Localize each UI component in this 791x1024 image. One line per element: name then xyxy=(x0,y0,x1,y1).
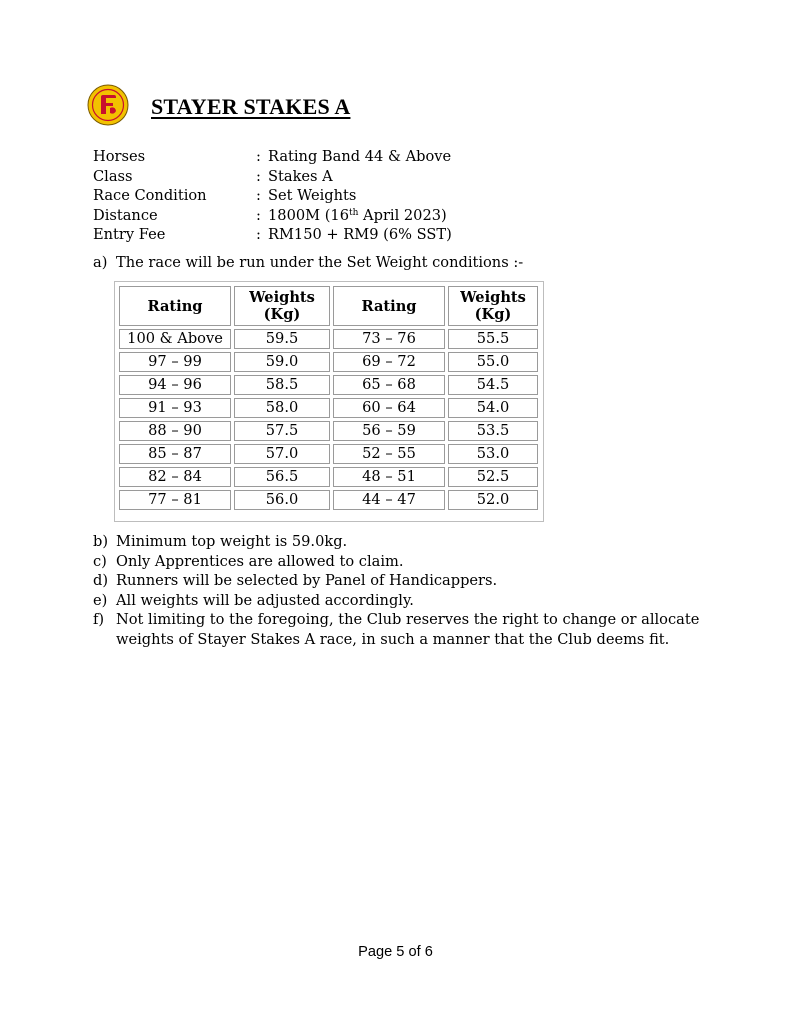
info-colon: : xyxy=(256,226,261,243)
table-cell: 91 – 93 xyxy=(119,398,231,418)
table-cell: 100 & Above xyxy=(119,329,231,349)
info-value: Stakes A xyxy=(268,167,333,185)
info-colon: : xyxy=(256,187,261,204)
info-value: RM150 + RM9 (6% SST) xyxy=(268,226,452,243)
info-value: Set Weights xyxy=(268,187,357,204)
list-text: weights of Stayer Stakes A race, in such a manner that the Club deems fit. xyxy=(116,630,670,648)
table-row xyxy=(119,375,538,395)
table-cell: 85 – 87 xyxy=(119,444,231,464)
table-row xyxy=(119,421,538,441)
page-title: STAYER STAKES A xyxy=(151,94,351,119)
set-weight-table xyxy=(114,281,544,522)
distance-suffix: April 2023) xyxy=(358,206,447,224)
table-cell: 65 – 68 xyxy=(333,375,445,395)
info-value xyxy=(268,207,447,224)
header-rating: Rating xyxy=(333,286,445,326)
weights-table xyxy=(116,283,541,513)
list-item xyxy=(93,591,699,611)
distance-prefix: 1800M (16 xyxy=(268,206,349,224)
list-text: The race will be run under the Set Weight conditions :- xyxy=(116,254,524,271)
table-cell: 56 – 59 xyxy=(333,421,445,441)
list-item xyxy=(93,552,699,572)
list-item xyxy=(93,610,699,649)
table-cell: 88 – 90 xyxy=(119,421,231,441)
table-cell: 73 – 76 xyxy=(333,329,445,349)
list-text: Only Apprentices are allowed to claim. xyxy=(116,552,404,570)
table-cell: 55.5 xyxy=(448,329,538,349)
table-cell: 82 – 84 xyxy=(119,467,231,487)
table-cell: 54.0 xyxy=(448,398,538,418)
table-cell: 55.0 xyxy=(448,352,538,372)
list-text: All weights will be adjusted accordingly. xyxy=(116,591,414,609)
table-row xyxy=(119,329,538,349)
table-header-row xyxy=(119,286,538,326)
club-logo xyxy=(87,84,129,126)
header-weights: Weights (Kg) xyxy=(234,286,330,326)
info-value: Rating Band 44 & Above xyxy=(268,148,452,165)
list-marker: d) xyxy=(93,572,109,589)
page-number: Page 5 of 6 xyxy=(358,944,433,960)
table-cell: 56.0 xyxy=(234,490,330,510)
table-cell: 58.0 xyxy=(234,398,330,418)
info-colon: : xyxy=(256,167,261,185)
info-colon: : xyxy=(256,148,261,165)
table-row xyxy=(119,398,538,418)
table-cell: 94 – 96 xyxy=(119,375,231,395)
table-row xyxy=(119,490,538,510)
table-cell: 52.0 xyxy=(448,490,538,510)
table-cell: 52.5 xyxy=(448,467,538,487)
table-row xyxy=(119,467,538,487)
table-cell: 97 – 99 xyxy=(119,352,231,372)
table-cell: 69 – 72 xyxy=(333,352,445,372)
list-marker: e) xyxy=(93,591,108,609)
list-text: Runners will be selected by Panel of Handicappers. xyxy=(116,572,498,589)
info-colon: : xyxy=(256,206,261,224)
table-cell: 56.5 xyxy=(234,467,330,487)
table-cell: 57.0 xyxy=(234,444,330,464)
list-text: Not limiting to the foregoing, the Club reserves the right to change or allocate xyxy=(116,611,700,628)
date-ordinal: th xyxy=(349,207,359,218)
table-cell: 44 – 47 xyxy=(333,490,445,510)
table-cell: 59.0 xyxy=(234,352,330,372)
info-label: Entry Fee xyxy=(93,226,166,243)
table-cell: 57.5 xyxy=(234,421,330,441)
list-item xyxy=(93,532,699,552)
conditions-list xyxy=(93,532,699,649)
table-cell: 60 – 64 xyxy=(333,398,445,418)
header-rating: Rating xyxy=(119,286,231,326)
table-row xyxy=(119,444,538,464)
list-item xyxy=(93,571,699,591)
table-cell: 77 – 81 xyxy=(119,490,231,510)
table-cell: 54.5 xyxy=(448,375,538,395)
table-cell: 53.0 xyxy=(448,444,538,464)
list-item-a xyxy=(93,254,523,271)
table-cell: 58.5 xyxy=(234,375,330,395)
table-body xyxy=(119,329,538,510)
info-label: Horses xyxy=(93,148,146,165)
table-cell: 48 – 51 xyxy=(333,467,445,487)
table-cell: 59.5 xyxy=(234,329,330,349)
info-label: Distance xyxy=(93,206,158,224)
list-marker: c) xyxy=(93,552,107,570)
list-marker: f) xyxy=(93,611,105,628)
info-label: Class xyxy=(93,167,133,185)
list-text: Minimum top weight is 59.0kg. xyxy=(116,533,348,550)
info-label: Race Condition xyxy=(93,187,207,204)
list-marker: b) xyxy=(93,533,109,550)
list-marker: a) xyxy=(93,254,108,271)
table-cell: 53.5 xyxy=(448,421,538,441)
table-cell: 52 – 55 xyxy=(333,444,445,464)
table-row xyxy=(119,352,538,372)
header-weights: Weights (Kg) xyxy=(448,286,538,326)
